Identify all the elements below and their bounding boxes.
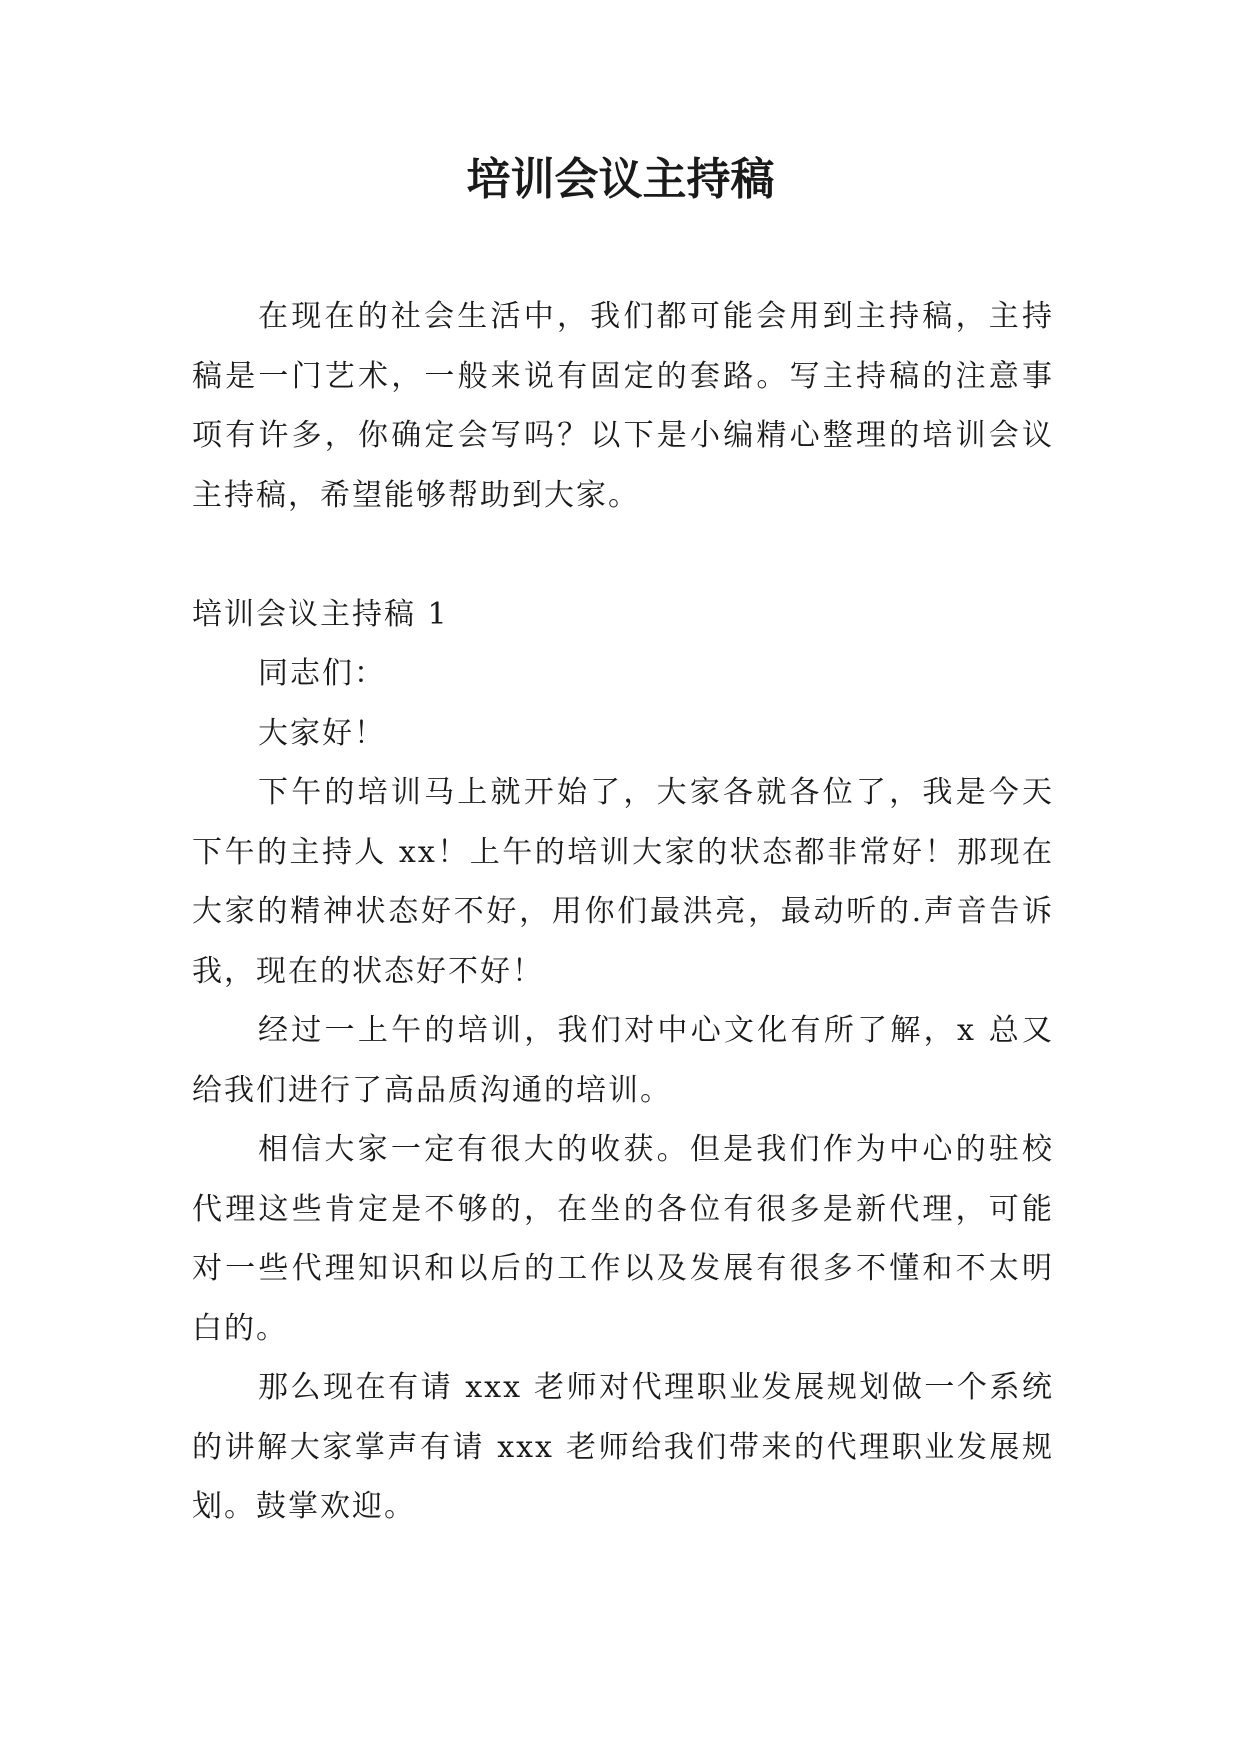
paragraph: 相信大家一定有很大的收获。但是我们作为中心的驻校代理这些肯定是不够的，在坐的各位有很多是新代理，可能对一些代理知识和以后的工作以及发展有很多不懂和不太明白的。 [192, 1132, 1054, 1346]
paragraph: 那么现在有请 xxx 老师对代理职业发展规划做一个系统的讲解大家掌声有请 xxx 老师给我们带来的代理职业发展规划。鼓掌欢迎。 [192, 1370, 1054, 1524]
document-body [192, 287, 1054, 1537]
paragraph-greeting: 大家好！ [258, 715, 386, 751]
paragraph: 经过一上午的培训，我们对中心文化有所了解，x 总又给我们进行了高品质沟通的培训。 [192, 1013, 1054, 1108]
paragraph: 下午的培训马上就开始了，大家各就各位了，我是今天下午的主持人 xx！上午的培训大家的状态都非常好！那现在大家的精神状态好不好，用你们最洪亮，最动听的.声音告诉我，现在的状态好不好！ [192, 775, 1054, 989]
section-heading: 培训会议主持稿 1 [192, 596, 449, 632]
paragraph-salutation: 同志们： [258, 656, 386, 691]
intro-paragraph: 在现在的社会生活中，我们都可能会用到主持稿，主持稿是一门艺术，一般来说有固定的套路。写主持稿的注意事项有许多，你确定会写吗？以下是小编精心整理的培训会议主持稿，希望能够帮助到大家。 [192, 299, 1054, 513]
document-title: 培训会议主持稿 [466, 154, 775, 205]
